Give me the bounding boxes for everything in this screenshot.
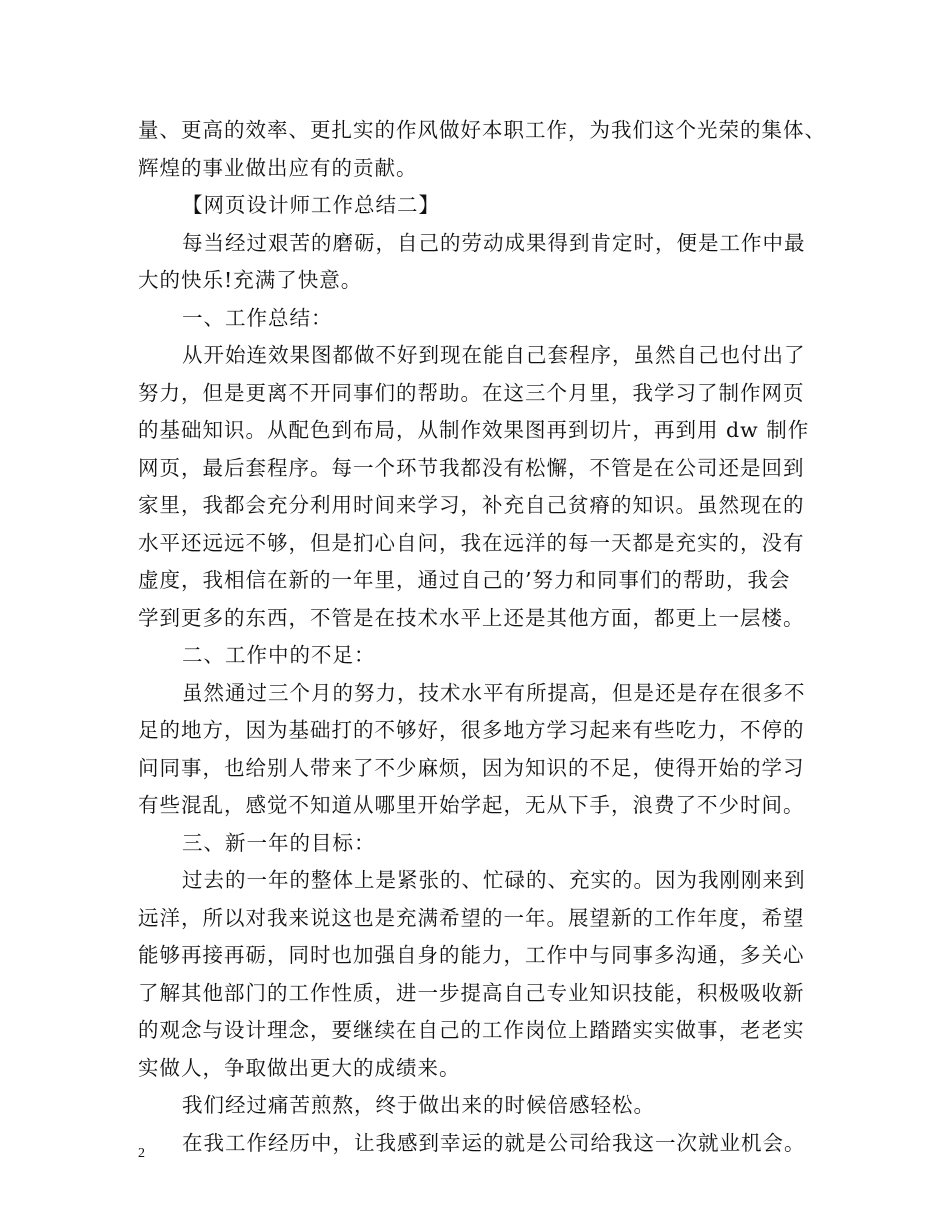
text-line: 量、更高的效率、更扎实的作风做好本职工作，为我们这个光荣的集体、 — [138, 118, 826, 142]
text-line: 实做人，争取做出更大的成绩来。 — [138, 1055, 461, 1080]
paragraph-start: 虽然通过三个月的努力，技术水平有所提高，但是还是存在很多不 — [182, 680, 806, 705]
text-line: 了解其他部门的工作性质，进一步提高自己专业知识技能，积极吸收新 — [138, 980, 805, 1005]
text-line: 虚度，我相信在新的一年里，通过自己的’努力和同事们的帮助，我会 — [138, 568, 791, 592]
text-line: 有些混乱，感觉不知道从哪里开始学起，无从下手，浪费了不少时间。 — [138, 793, 805, 817]
document-body — [138, 112, 828, 1162]
paragraph-start: 从开始连效果图都做不好到现在能自己套程序，虽然自己也付出了 — [182, 343, 806, 367]
page-number: 2 — [138, 1146, 145, 1161]
text-line: 大的快乐!充满了快意。 — [138, 268, 363, 292]
section-heading: 二、工作中的不足： — [182, 643, 376, 667]
text-line: 辉煌的事业做出应有的贡献。 — [138, 155, 418, 180]
paragraph-start: 我们经过痛苦煎熬，终于做出来的时候倍感轻松。 — [182, 1093, 655, 1117]
paragraph-start: 过去的一年的整体上是紧张的、忙碌的、充实的。因为我刚刚来到 — [182, 868, 806, 892]
paragraph-start: 每当经过艰苦的磨砺，自己的劳动成果得到肯定时，便是工作中最 — [182, 230, 806, 255]
text-line: 学到更多的东西，不管是在技术水平上还是其他方面，都更上一层楼。 — [138, 605, 805, 630]
text-line: 足的地方，因为基础打的不够好，很多地方学习起来有些吃力，不停的 — [138, 718, 805, 742]
section-heading: 一、工作总结： — [182, 305, 333, 330]
paragraph-start: 在我工作经历中，让我感到幸运的就是公司给我这一次就业机会。 — [182, 1130, 806, 1155]
text-line: 网页，最后套程序。每一个环节我都没有松懈，不管是在公司还是回到 — [138, 455, 805, 480]
text-line: 远洋，所以对我来说这也是充满希望的一年。展望新的工作年度，希望 — [138, 905, 805, 930]
text-line: 问同事，也给别人带来了不少麻烦，因为知识的不足，使得开始的学习 — [138, 755, 805, 780]
text-line: 的基础知识。从配色到布局，从制作效果图再到切片，再到用 dw 制作 — [138, 418, 810, 442]
section-heading: 【网页设计师工作总结二】 — [182, 193, 440, 217]
text-line: 能够再接再砺，同时也加强自身的能力，工作中与同事多沟通，多关心 — [138, 943, 805, 967]
text-line: 的观念与设计理念，要继续在自己的工作岗位上踏踏实实做事，老老实 — [138, 1018, 805, 1042]
section-heading: 三、新一年的目标： — [182, 830, 376, 855]
text-line: 家里，我都会充分利用时间来学习，补充自己贫瘠的知识。虽然现在的 — [138, 493, 805, 517]
text-line: 努力，但是更离不开同事们的帮助。在这三个月里，我学习了制作网页 — [138, 380, 805, 405]
text-line: 水平还远远不够，但是扪心自问，我在远洋的每一天都是充实的，没有 — [138, 530, 805, 555]
